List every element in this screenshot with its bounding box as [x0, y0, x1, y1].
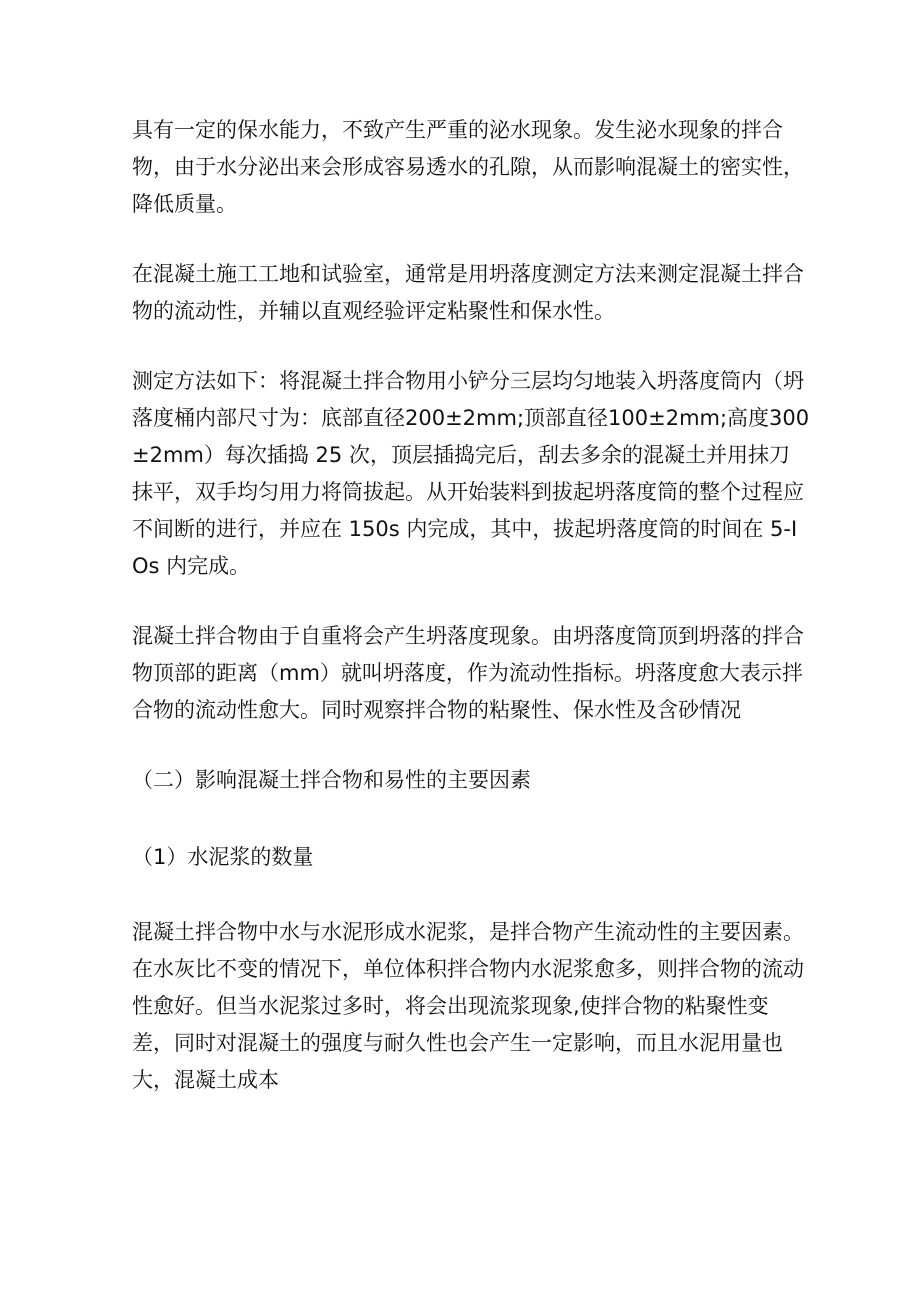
section-heading-factors: （二）影响混凝土拌合物和易性的主要因素	[132, 768, 531, 792]
subsection-heading-cement-paste: （1）水泥浆的数量	[132, 845, 314, 869]
paragraph-slump-definition: 混凝土拌合物由于自重将会产生坍落度现象。由坍落度筒顶到坍落的拌合物顶部的距离（mm）就叫坍落度，作为流动性指标。坍落度愈大表示拌合物的流动性愈大。同时观察拌合物的粘聚性、保水性及含砂情况	[132, 624, 804, 722]
paragraph-water-retention: 具有一定的保水能力，不致产生严重的泌水现象。发生泌水现象的拌合物，由于水分泌出来会形成容易透水的孔隙，从而影响混凝土的密实性，降低质量。	[132, 118, 804, 216]
paragraph-cement-paste: 混凝土拌合物中水与水泥形成水泥浆，是拌合物产生流动性的主要因素。在水灰比不变的情况下，单位体积拌合物内水泥浆愈多，则拌合物的流动性愈好。但当水泥浆过多时，将会出现流浆现象,使拌合物的粘聚性变差，同时对混凝土的强度与耐久性也会产生一定影响，而且水泥用量也大，混凝土成本	[132, 920, 804, 1092]
paragraph-test-method: 测定方法如下：将混凝土拌合物用小铲分三层均匀地装入坍落度筒内（坍落度桶内部尺寸为：底部直径200±2mm;顶部直径100±2mm;高度300±2mm）每次插捣 25 次，顶层插捣完后，刮去多余的混凝土并用抹刀抹平，双手均匀用力将筒拔起。从开始装料到拔起坍落度筒的整个过程应不间断的进行，并应在 150s 内完成，其中，拔起坍落度筒的时间在 5-IOs 内完成。	[132, 369, 810, 578]
paragraph-slump-test-intro: 在混凝土施工工地和试验室，通常是用坍落度测定方法来测定混凝土拌合物的流动性，并辅以直观经验评定粘聚性和保水性。	[132, 262, 804, 323]
